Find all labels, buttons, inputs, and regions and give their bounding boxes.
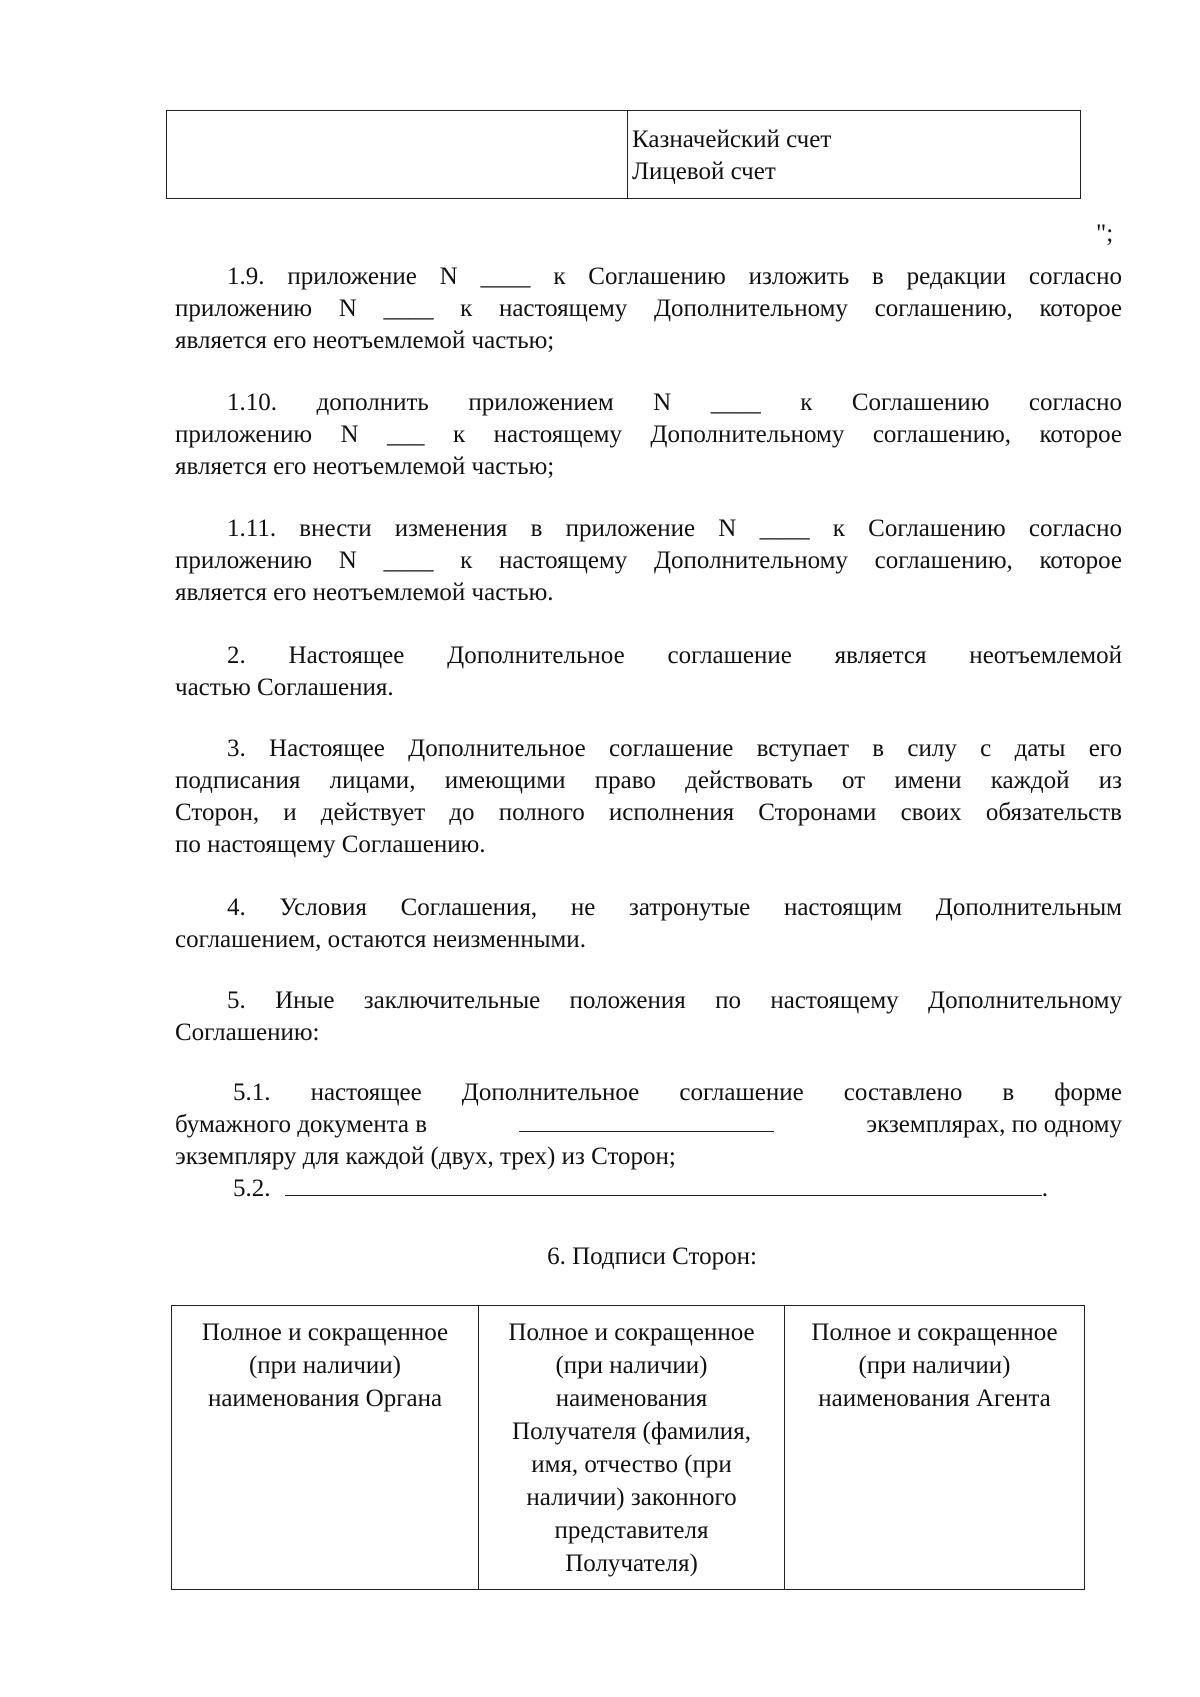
signatures-table [171,1305,1085,1590]
signature-column-line: Получателя (фамилия, [512,1418,751,1445]
signature-column-authority [172,1306,478,1589]
signature-column-line: Получателя) [565,1550,698,1577]
clause-line: приложению N ___ к настоящему Дополнительному соглашению, которое [175,421,1122,448]
signature-column-line: наименования Агента [818,1385,1051,1412]
clause-line: является его неотъемлемой частью; [175,327,555,354]
signatures-heading: 6. Подписи Сторон: [547,1243,757,1270]
clause-line: Сторон, и действует до полного исполнения Сторонами своих обязательств [175,799,1122,826]
signature-column-line: наличии) законного [526,1484,737,1511]
clause-line: по настоящему Соглашению. [175,831,486,858]
clause-line: 1.9. приложение N ____ к Соглашению изложить в редакции согласно [227,263,1122,290]
clause-1-9 [175,261,1122,357]
clause-line: 4. Условия Соглашения, не затронутые настоящим Дополнительным [227,894,1122,921]
signature-column-line: Полное и сокращенное [811,1319,1058,1346]
clause-text: бумажного документа в [175,1111,428,1138]
signature-column-line: представителя [554,1517,709,1544]
signature-column-line: (при наличии) [555,1352,708,1379]
other-provisions-blank [285,1173,1042,1196]
clause-1-11 [175,513,1122,609]
clause-line: Соглашению: [175,1019,320,1046]
account-table [166,110,1081,199]
clause-end-period: . [1041,1175,1048,1202]
clause-line-with-blank [175,1109,1122,1141]
clause-5-1 [175,1077,1122,1173]
clause-line: является его неотъемлемой частью. [175,579,554,606]
clause-line: экземпляру для каждой (двух, трех) из Сторон; [175,1143,676,1170]
closing-quote: "; [1096,220,1114,247]
clause-3 [175,733,1122,861]
treasury-account-label: Казначейский счет [632,126,832,153]
clause-line-with-blank [175,1173,1122,1205]
clause-2 [175,640,1122,704]
signature-column-line: Полное и сокращенное [508,1319,755,1346]
signature-column-line: наименования Органа [207,1385,443,1412]
clause-line: 5. Иные заключительные положения по настоящему Дополнительному [227,987,1122,1014]
signature-column-recipient [478,1306,784,1589]
clause-4 [175,892,1122,956]
signature-column-line: (при наличии) [858,1352,1011,1379]
clause-line: 2. Настоящее Дополнительное соглашение является неотъемлемой [227,642,1122,669]
personal-account-label: Лицевой счет [632,158,776,185]
clause-line: 3. Настоящее Дополнительное соглашение вступает в силу с даты его [227,735,1122,762]
clause-line: подписания лицами, имеющими право действовать от имени каждой из [175,767,1122,794]
signature-column-line: имя, отчество (при [531,1451,732,1478]
clause-line: 1.11. внести изменения в приложение N ____ к Соглашению согласно [227,515,1122,542]
signature-column-agent [784,1306,1084,1589]
signature-column-line: Полное и сокращенное [201,1319,449,1346]
account-table-accounts-cell [628,111,1080,198]
clause-line: приложению N ____ к настоящему Дополнительному соглашению, которое [175,547,1122,574]
signature-column-line: наименования [555,1385,708,1412]
copies-count-blank [519,1109,774,1132]
clause-line: является его неотъемлемой частью; [175,453,555,480]
clause-line: соглашением, остаются неизменными. [175,926,586,953]
clause-5 [175,985,1122,1049]
signature-column-line: (при наличии) [248,1352,402,1379]
clause-1-10 [175,387,1122,483]
clause-line: приложению N ____ к настоящему Дополнительному соглашению, которое [175,295,1122,322]
clause-line: частью Соглашения. [175,674,394,701]
clause-line: 1.10. дополнить приложением N ____ к Соглашению согласно [227,389,1122,416]
account-table-empty-cell [167,111,628,198]
clause-text: экземплярах, по одному [866,1111,1122,1138]
clause-line: 5.1. настоящее Дополнительное соглашение составлено в форме [233,1079,1122,1106]
clause-5-2 [175,1173,1122,1205]
clause-label: 5.2. [233,1175,271,1202]
